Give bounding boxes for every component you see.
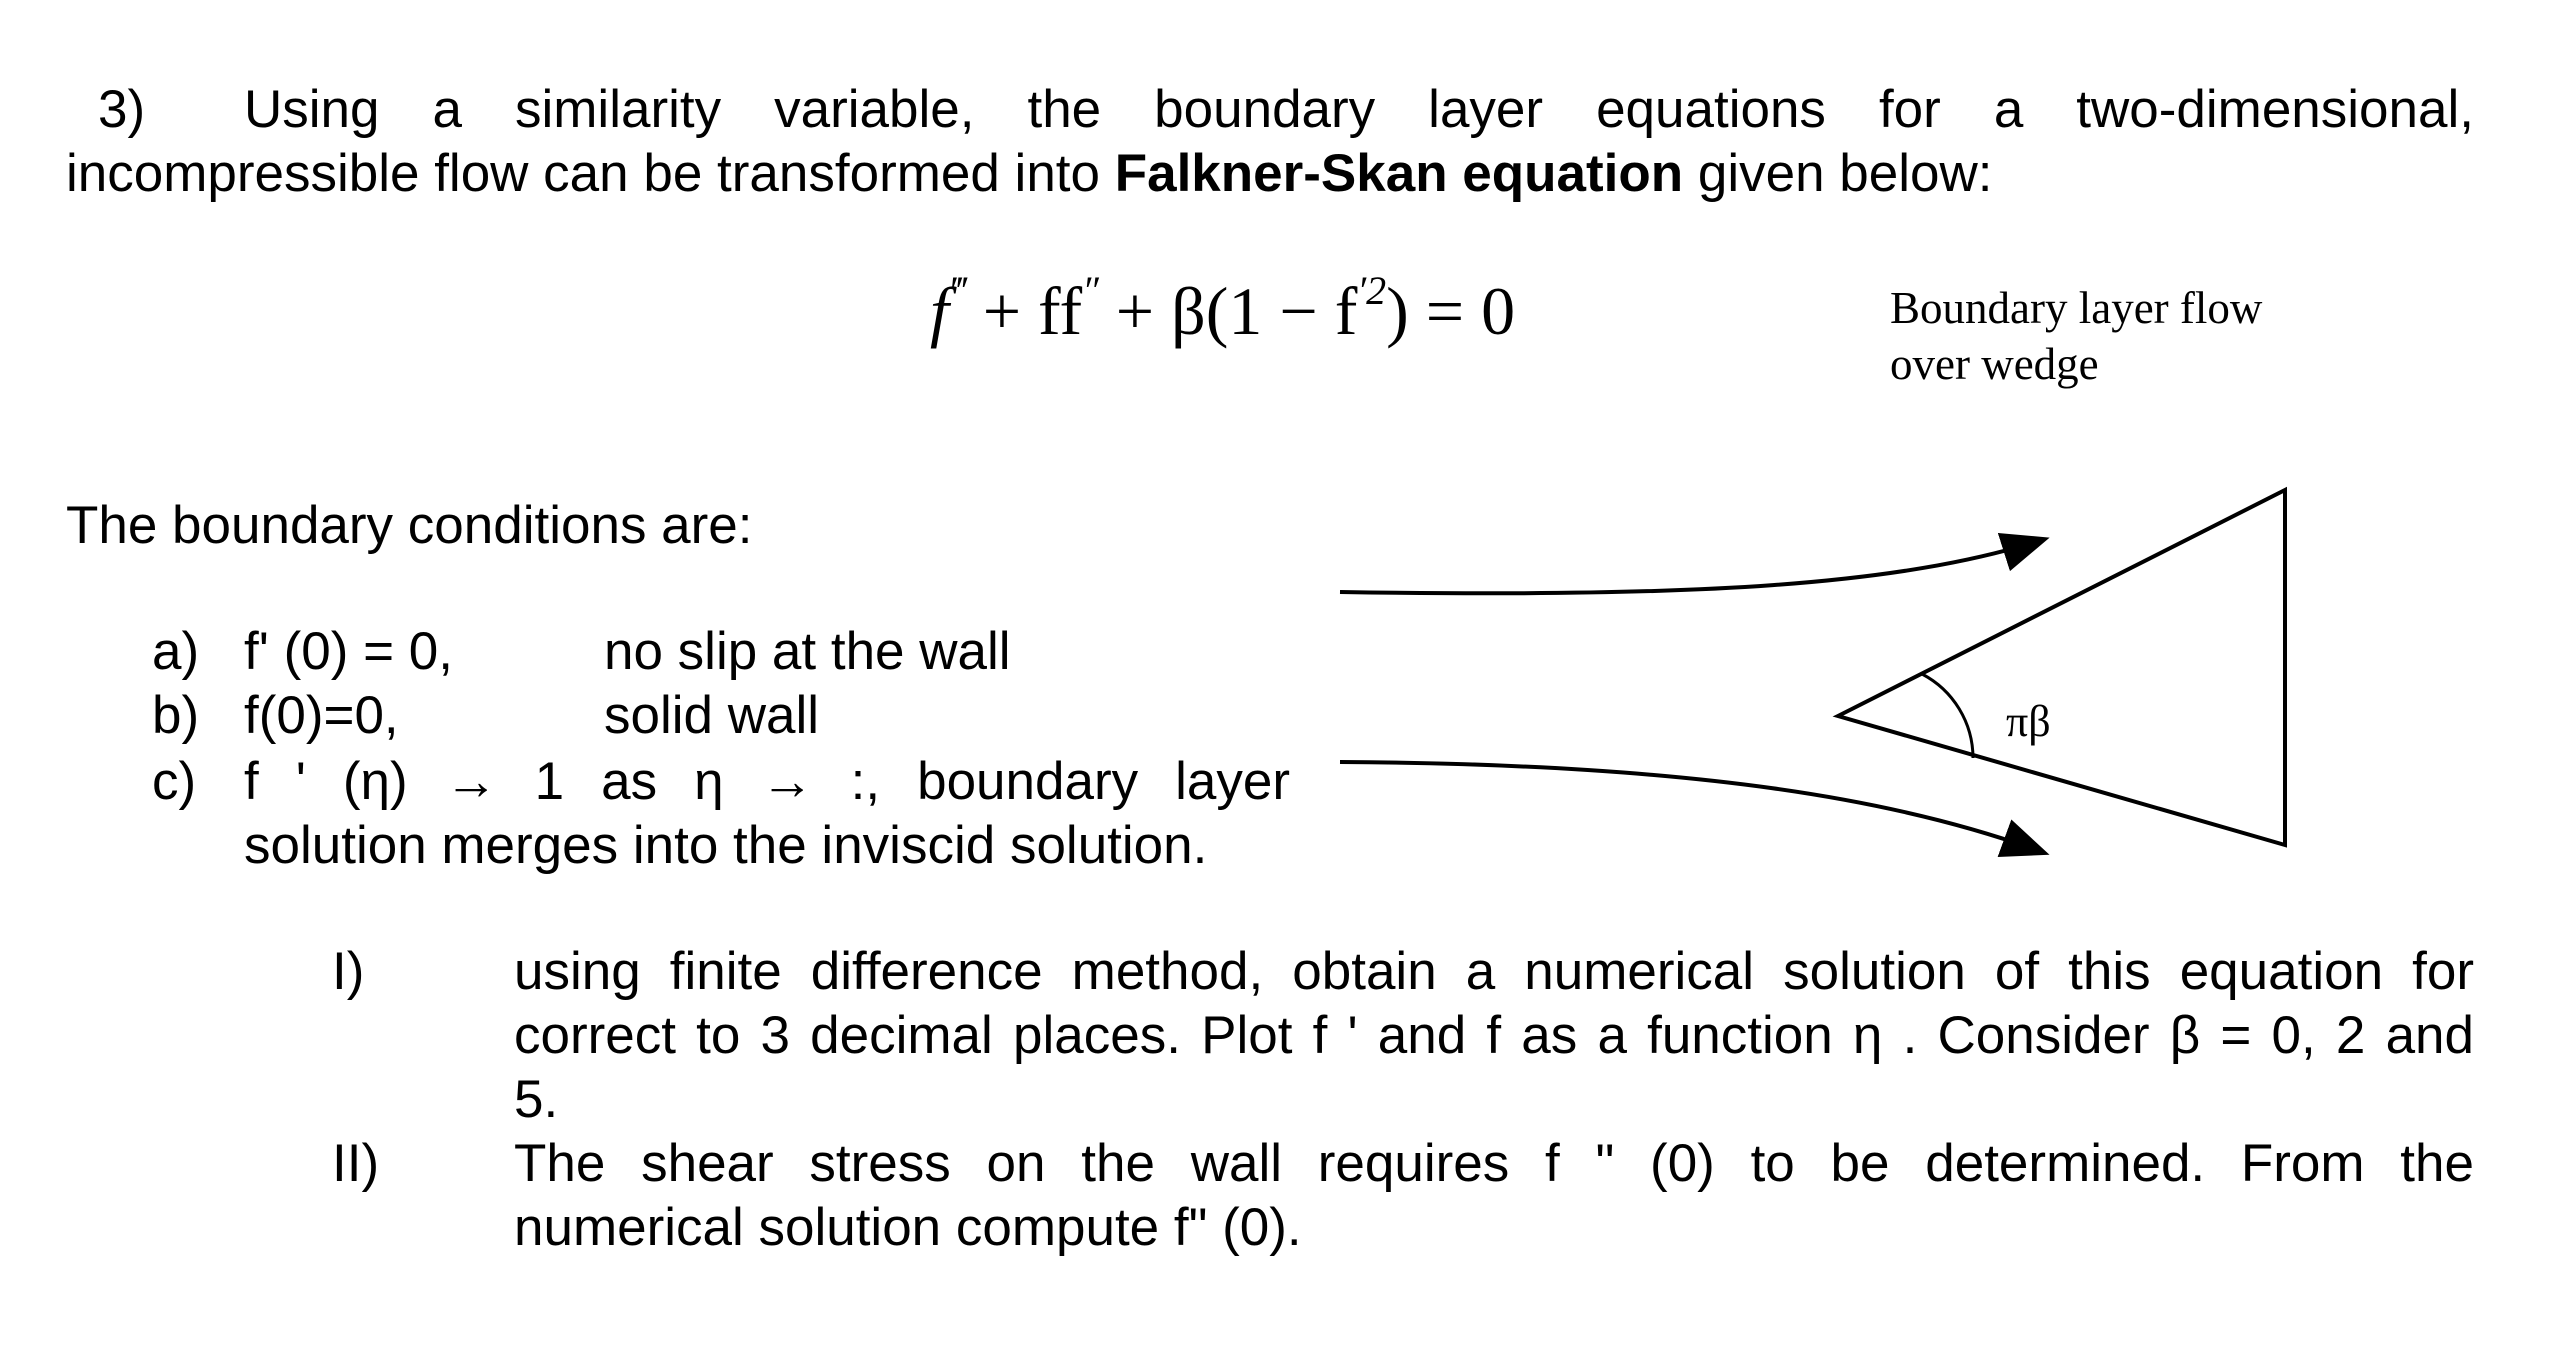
question-intro-line1: Using a similarity variable, the boundary layer equations for a two-dimensional, xyxy=(244,80,2474,139)
condition-c-label: c) xyxy=(152,752,197,811)
condition-c-line2: solution merges into the inviscid solution. xyxy=(244,816,1208,875)
figure-caption-line2: over wedge xyxy=(1890,339,2099,389)
angle-arc xyxy=(1922,674,1973,758)
condition-b-expr: f(0)=0, xyxy=(244,686,399,745)
condition-c-line1: f ' (η) → 1 as η → :, boundary layer xyxy=(244,752,1290,811)
wedge-shape xyxy=(1838,490,2285,845)
intro-text-pre: incompressible flow can be transformed into xyxy=(66,144,1115,203)
condition-a-label: a) xyxy=(152,622,200,681)
task-i-line1: using finite difference method, obtain a numerical solution of this equation for xyxy=(514,942,2474,1001)
question-number: 3) xyxy=(98,80,146,139)
conditions-heading: The boundary conditions are: xyxy=(66,496,753,555)
condition-a-desc: no slip at the wall xyxy=(604,622,1011,681)
task-ii-line1: The shear stress on the wall requires f " (0) to be determined. From the xyxy=(514,1134,2474,1193)
condition-b-desc: solid wall xyxy=(604,686,820,745)
upper-streamline xyxy=(1340,540,2042,593)
task-i-label: I) xyxy=(332,942,365,1001)
task-i-line3: 5. xyxy=(514,1070,559,1129)
eq-part2: + ff xyxy=(965,273,1083,349)
task-ii-label: II) xyxy=(332,1134,380,1193)
eq-part3: + β(1 − f xyxy=(1098,273,1358,349)
eq-part2-sup: ″ xyxy=(1082,268,1099,314)
eq-part4: ) = 0 xyxy=(1386,273,1516,349)
eq-part1: f xyxy=(930,273,949,349)
lower-streamline xyxy=(1340,762,2042,852)
eq-part3-sup: ′2 xyxy=(1357,268,1387,314)
condition-b-label: b) xyxy=(152,686,200,745)
equation-name: Falkner-Skan equation xyxy=(1114,144,1684,203)
eq-part1-sup: ‴ xyxy=(948,268,966,314)
figure-caption-line1: Boundary layer flow xyxy=(1890,283,2263,333)
intro-text-post: given below: xyxy=(1683,144,1993,203)
task-i-line2: correct to 3 decimal places. Plot f ' and f as a function η . Consider β = 0, 2 and xyxy=(514,1006,2474,1065)
condition-a-expr: f' (0) = 0, xyxy=(244,622,453,681)
task-ii-line2: numerical solution compute f" (0). xyxy=(514,1198,1302,1257)
angle-label: πβ xyxy=(2006,697,2051,746)
